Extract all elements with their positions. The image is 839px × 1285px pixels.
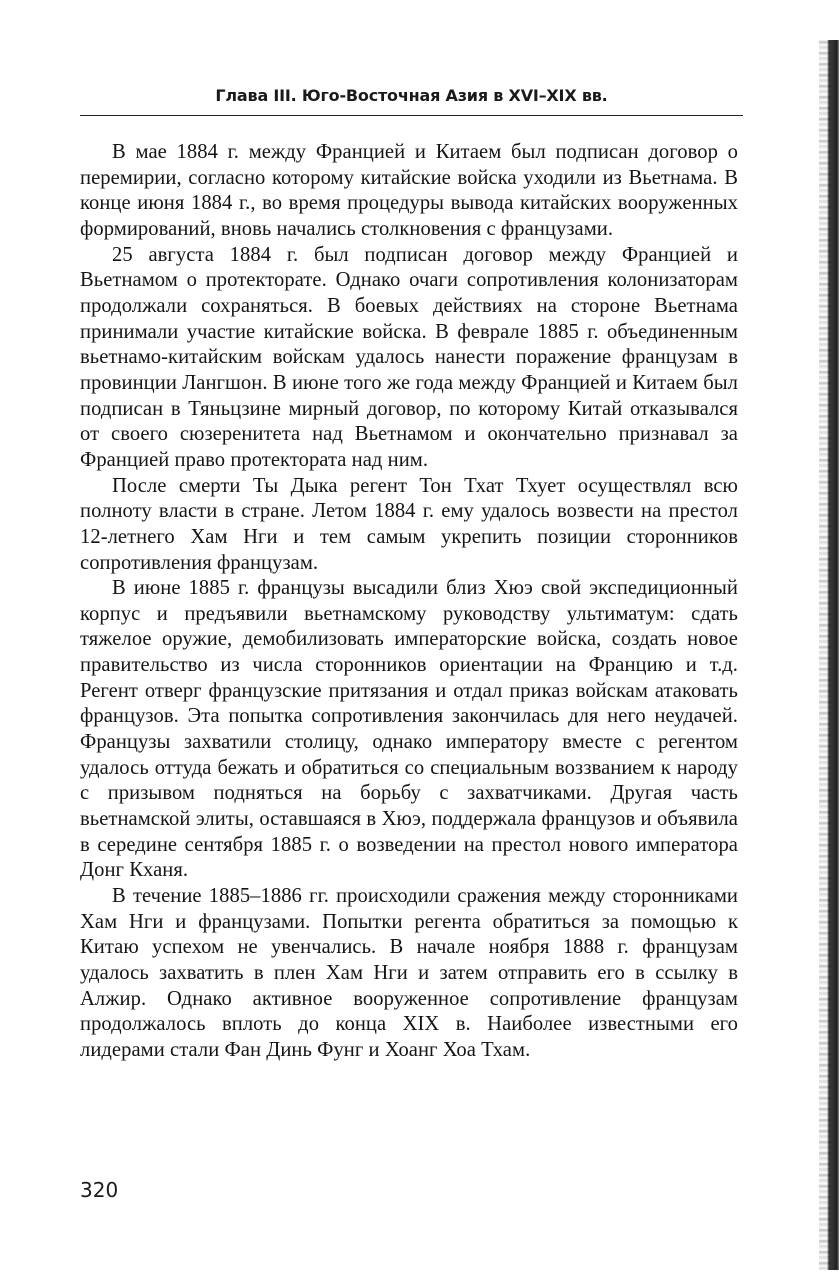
header-rule — [80, 115, 743, 116]
paragraph-5: В течение 1885–1886 гг. происходили сражения между сторонниками Хам Нги и французами. Попытки регента обратиться за помощью к Китаю успехом не увенчались. В начале ноября 1888 г. французам удалось захватить в плен Хам Нги и затем отправить его в ссылку в Алжир. Однако активное вооруженное сопротивление французам продолжалось вплоть до конца XIX в. Наиболее известными его лидерами стали Фан Динь Фунг и Хоанг Хоа Тхам. — [80, 885, 738, 1061]
page-number: 320 — [80, 1178, 119, 1202]
running-header: Глава III. Юго-Восточная Азия в XVI–XIX вв. — [215, 86, 608, 105]
paragraph-3: После смерти Ты Дыка регент Тон Тхат Тхует осуществлял всю полноту власти в стране. Летом 1884 г. ему удалось возвести на престол 12-летнего Хам Нги и тем самым укрепить позиции сторонников сопротивления французам. — [80, 474, 738, 574]
paragraph-4: В июне 1885 г. французы высадили близ Хюэ свой экспедиционный корпус и предъявили вьетнамскому руководству ультиматум: сдать тяжелое оружие, демобилизовать императорские войска, создать новое правительство из числа сторонников ориентации на Францию и т.д. Регент отверг французские притязания и отдал приказ войскам атаковать французов. Эта попытка сопротивления закончилась для него неудачей. Французы захватили столицу, однако императору вместе с регентом удалось оттуда бежать и обратиться со специальным воззванием к народу с призывом подняться на борьбу с захватчиками. Другая часть вьетнамской элиты, оставшаяся в Хюэ, поддержала французов и объявила в середине сентября 1885 г. о возведении на престол нового императора Донг Кханя. — [80, 577, 738, 882]
scan-binding-shadow — [747, 40, 839, 1270]
paragraph-1: В мае 1884 г. между Францией и Китаем был подписан договор о перемирии, согласно которому китайские войска уходили из Вьетнама. В конце июня 1884 г., во время процедуры вывода китайских вооруженных формирований, вновь начались столкновения с французами. — [80, 141, 738, 240]
paragraph-2: 25 августа 1884 г. был подписан договор между Францией и Вьетнамом о протекторате. Однако очаги сопротивления колонизаторам продолжали сохраняться. В боевых действиях на стороне Вьетнама принимали участие китайские войска. В феврале 1885 г. объединенным вьетнамо-китайским войскам удалось нанести поражение французам в провинции Лангшон. В июне того же года между Францией и Китаем был подписан в Тяньцзине мирный договор, по которому Китай отказывался от своего сюзеренитета над Вьетнамом и окончательно признавал за Францией право протектората над ним. — [80, 243, 738, 471]
body-text — [80, 140, 738, 1064]
